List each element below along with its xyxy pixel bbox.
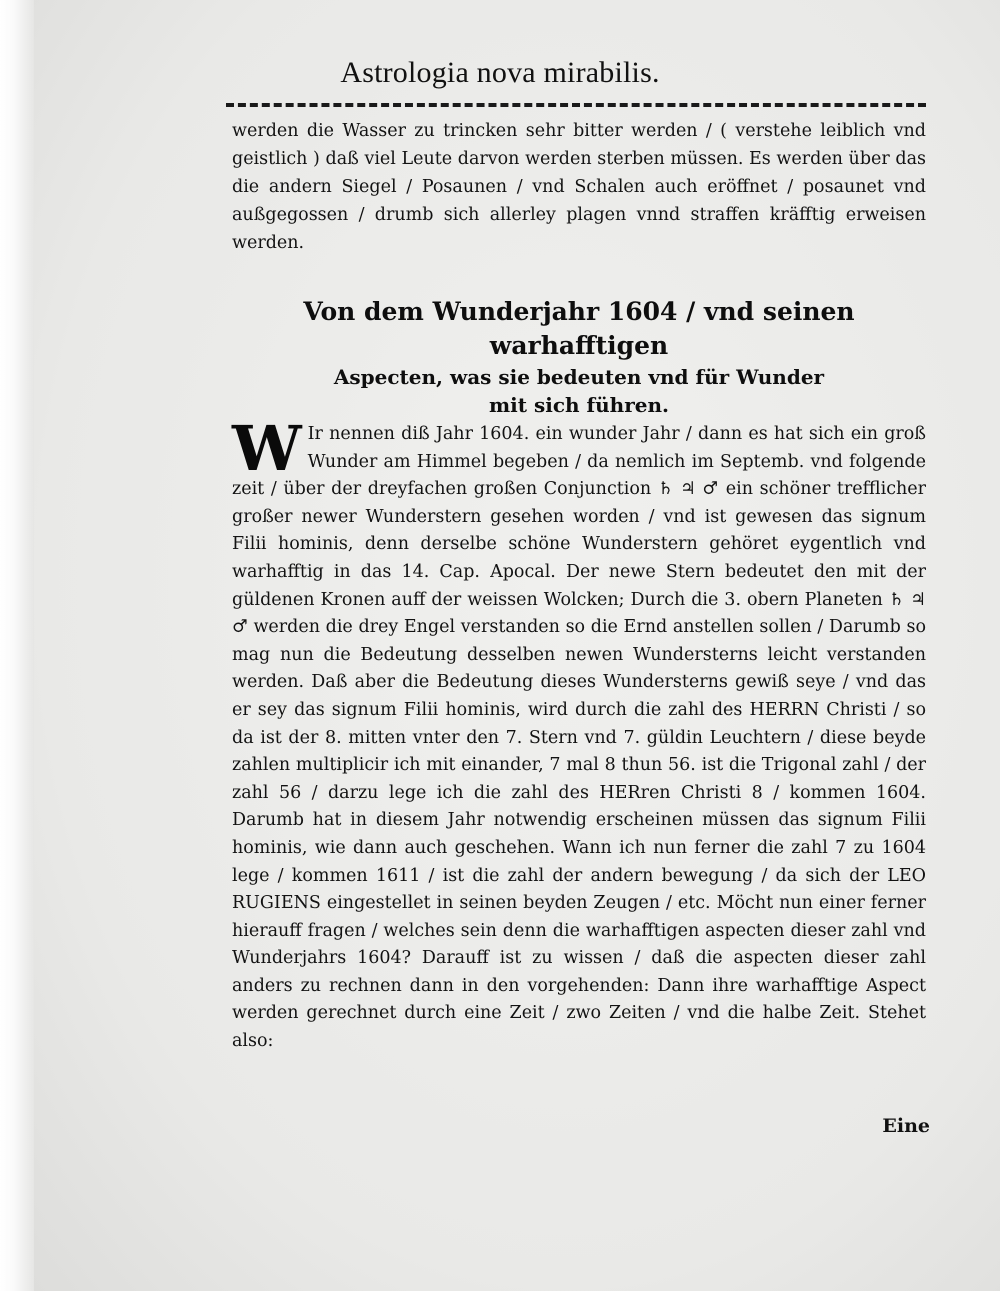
- section-heading: [232, 295, 926, 419]
- body-text: Ir nennen diß Jahr 1604. ein wunder Jahr / dann es hat sich ein groß Wunder am Himmel begeben / da nemlich im Septemb. vnd folgende zeit / über der dreyfachen großen Conjunction ♄ ♃ ♂ ein schöner trefflicher großer newer Wunderstern gesehen worden / vnd ist gewesen das signum Filii hominis, denn derselbe schöne Wunderstern gehöret eygentlich vnd warhafftig in das 14. Cap. Apocal. Der newe Stern bedeutet den mit der güldenen Kronen auff der weissen Wolcken; Durch die 3. obern Planeten ♄ ♃ ♂ werden die drey Engel verstanden so die Ernd anstellen sollen / Darumb so mag nun die Bedeutung desselben newen Wundersterns leicht verstanden werden. Daß aber die Bedeutung dieses Wundersterns gewiß seye / vnd das er sey das signum Filii hominis, wird durch die zahl des HERRN Christi / so da ist der 8. mitten vnter den 7. Stern vnd 7. güldin Leuchtern / diese beyde zahlen multiplicir ich mit einander, 7 mal 8 thun 56. ist die Trigonal zahl / der zahl 56 / darzu lege ich die zahl des HERren Christi 8 / kommen 1604. Darumb hat in diesem Jahr notwendig erscheinen müssen das signum Filii hominis, wie dann auch geschehen. Wann ich nun ferner die zahl 7 zu 1604 lege / kommen 1611 / ist die zahl der andern bewegung / da sich der LEO RUGIENS eingestellet in seinen beyden Zeugen / etc. Möcht nun einer ferner hierauff fragen / welches sein denn die warhafftigen aspecten dieser zahl vnd Wunderjahrs 1604? Darauff ist zu wissen / daß die aspecten dieser zahl anders zu rechnen dann in den vorgehenden: Dann ihre warhafftige Aspect werden gerechnet durch eine Zeit / zwo Zeiten / vnd die halbe Zeit. Stehet also:: [232, 424, 926, 1052]
- heading-line-2: Aspecten, was sie bedeuten vnd für Wunder: [333, 365, 825, 389]
- heading-line-1: Von dem Wunderjahr 1604 / vnd seinen warhafftigen: [303, 297, 855, 360]
- drop-cap: W: [232, 412, 302, 485]
- paragraph-1: werden die Wasser zu trincken sehr bitter werden / ( verstehe leiblich vnd geistlich ) daß viel Leute darvon werden sterben müssen. Es werden über das die andern Siegel / Posaunen / vnd Schalen auch eröffnet / posaunet vnd außgegossen / drumb sich allerley plagen vnnd straffen kräfftig erweisen werden.: [232, 121, 926, 253]
- running-title: Astrologia nova mirabilis.: [340, 56, 660, 89]
- catchword: Eine: [882, 1115, 930, 1137]
- text-block: [232, 117, 926, 1073]
- heading-line-3: mit sich führen.: [489, 393, 669, 417]
- header-rule: [226, 103, 926, 107]
- body-paragraph: [232, 412, 926, 1056]
- page-left-margin: [0, 0, 35, 1291]
